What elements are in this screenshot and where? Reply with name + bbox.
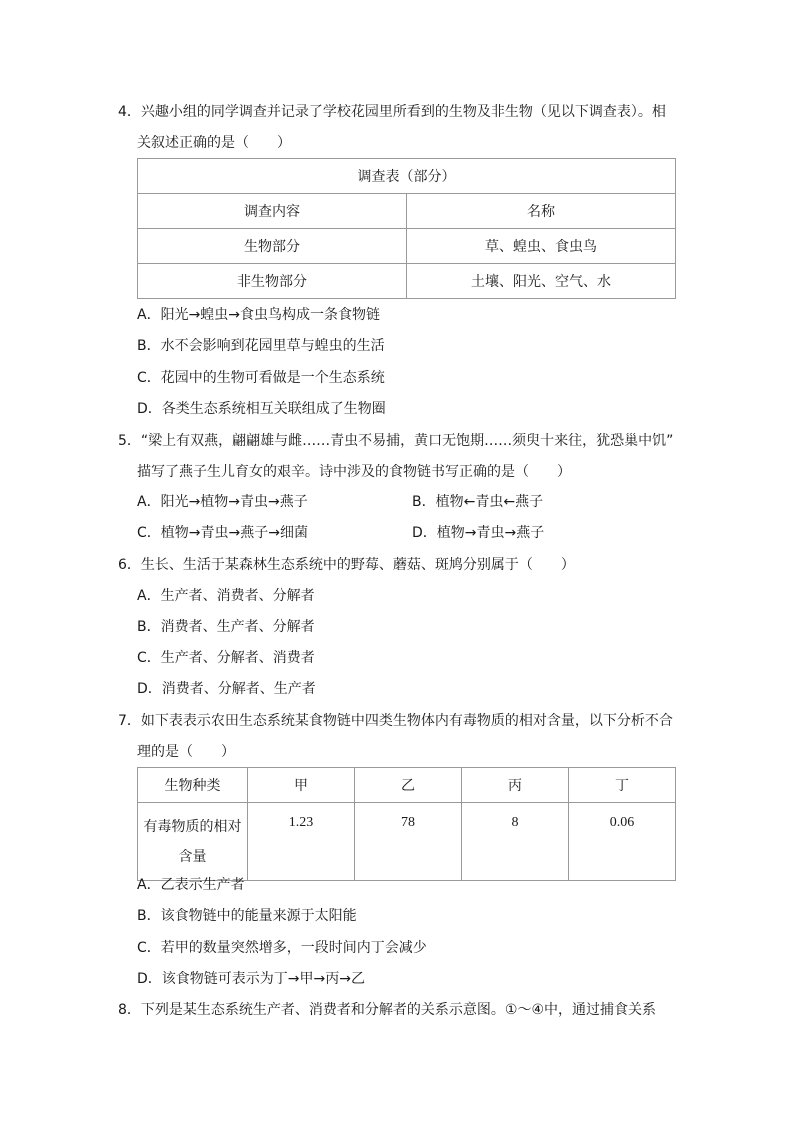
q7-option-c: C．若甲的数量突然增多，一段时间内丁会减少: [137, 940, 427, 956]
q4-table-cell: 草、蝗虫、食虫鸟: [407, 229, 676, 264]
q7-row-label-line1: 有毒物质的相对: [143, 818, 242, 835]
q4-table-header-name: 名称: [407, 194, 676, 229]
q4-survey-table: [137, 158, 676, 299]
q6-stem-line1: 6．生长、生活于某森林生态系统中的野莓、蘑菇、斑鸠分别属于（ ）: [118, 557, 575, 573]
q6-option-d: D．消费者、分解者、生产者: [137, 681, 316, 697]
q5-option-d: D．植物→青虫→燕子: [412, 525, 545, 541]
q5-option-a: A．阳光→植物→青虫→燕子: [137, 494, 308, 510]
q6-option-c: C．生产者、分解者、消费者: [137, 650, 315, 666]
q4-option-d: D．各类生态系统相互关联组成了生物圈: [137, 401, 386, 417]
q5-option-c: C．植物→青虫→燕子→细菌: [137, 525, 308, 541]
q8-stem-line1: 8．下列是某生态系统生产者、消费者和分解者的关系示意图。①～④中，通过捕食关系: [118, 1002, 657, 1018]
q7-stem-line1: 7．如下表表示农田生态系统某食物链中四类生物体内有毒物质的相对含量，以下分析不合: [118, 713, 673, 729]
q4-table-cell: 非生物部分: [138, 264, 407, 299]
q6-option-a: A．生产者、消费者、分解者: [137, 588, 315, 604]
q7-table-species: 乙: [355, 768, 462, 803]
q4-table-cell: 生物部分: [138, 229, 407, 264]
q7-option-a: A．乙表示生产者: [137, 877, 245, 893]
q7-table-value: 0.06: [569, 803, 676, 881]
q7-table-value: 8: [462, 803, 569, 881]
q5-stem-line1: 5．“梁上有双燕，翩翩雄与雌……青虫不易捕，黄口无饱期……须臾十来往，犹恐巢中饥”: [118, 433, 674, 449]
q4-option-a: A．阳光→蝗虫→食虫鸟构成一条食物链: [137, 307, 381, 323]
q7-stem-line2: 理的是（ ）: [137, 744, 235, 760]
q4-table-cell: 土壤、阳光、空气、水: [407, 264, 676, 299]
q7-option-d: D．该食物链可表示为丁→甲→丙→乙: [137, 971, 365, 987]
q5-stem-line2: 描写了燕子生儿育女的艰辛。诗中涉及的食物链书写正确的是（ ）: [137, 464, 571, 480]
q4-table-header-content: 调查内容: [138, 194, 407, 229]
q7-table-row-label: [138, 803, 248, 881]
q4-stem-line2: 关叙述正确的是（ ）: [137, 135, 291, 151]
q7-row-label-line2: 含量: [178, 848, 207, 865]
q7-table-species: 丙: [462, 768, 569, 803]
q6-option-b: B．消费者、生产者、分解者: [137, 619, 315, 635]
q4-option-c: C．花园中的生物可看做是一个生态系统: [137, 370, 385, 386]
q7-option-b: B．该食物链中的能量来源于太阳能: [137, 908, 357, 924]
q5-option-b: B．植物←青虫←燕子: [412, 494, 544, 510]
q4-stem-line1: 4．兴趣小组的同学调查并记录了学校花园里所看到的生物及非生物（见以下调查表）。相: [118, 104, 666, 120]
q4-option-b: B．水不会影响到花园里草与蝗虫的生活: [137, 338, 385, 354]
q7-table-value: 1.23: [248, 803, 355, 881]
q4-table-title: 调查表（部分）: [138, 159, 676, 194]
q7-table-species: 丁: [569, 768, 676, 803]
q7-table-header-label: 生物种类: [138, 768, 248, 803]
q7-table-species: 甲: [248, 768, 355, 803]
q7-table-value: 78: [355, 803, 462, 881]
q7-toxin-table: [137, 767, 676, 881]
